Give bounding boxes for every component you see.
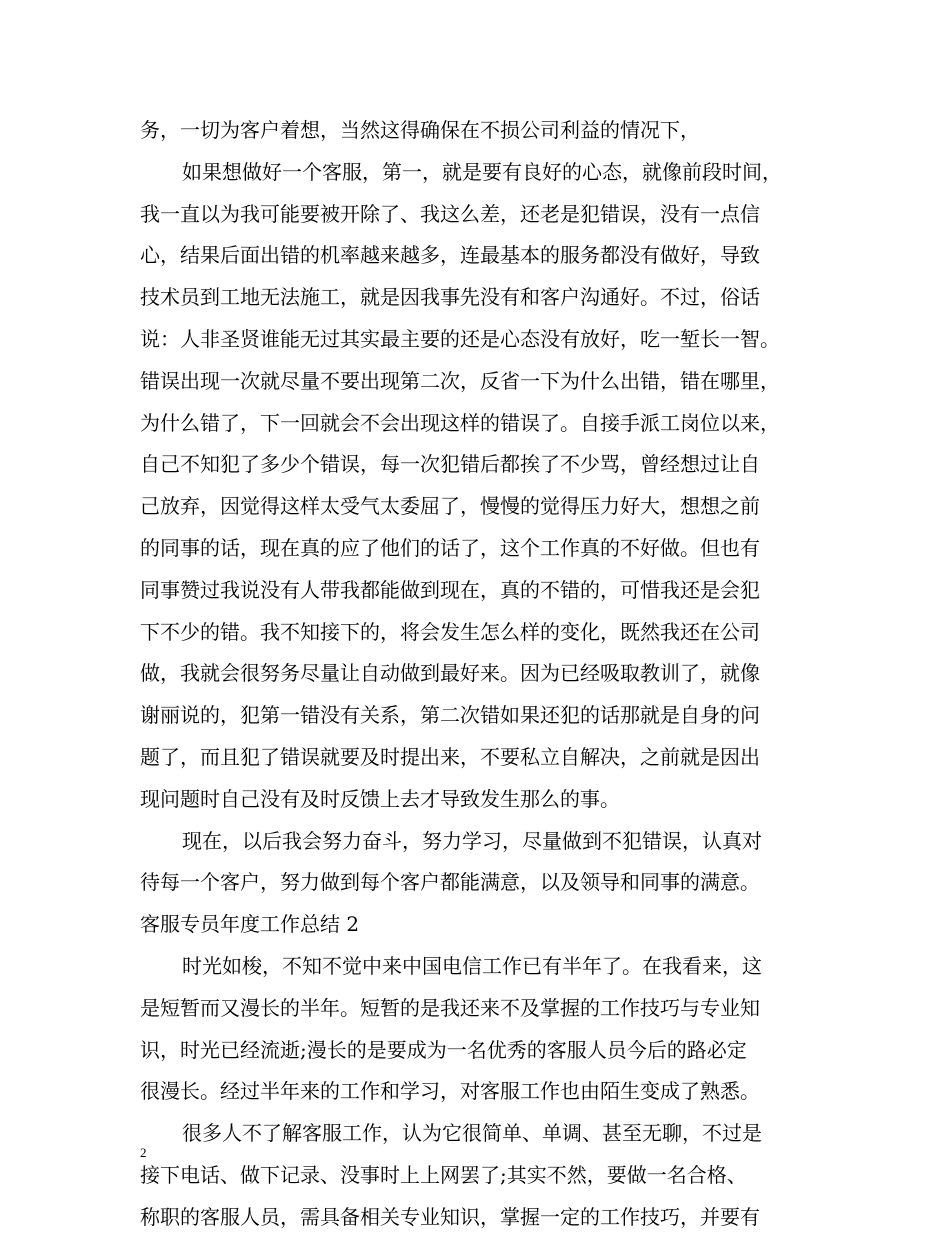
text-line: 待每一个客户，努力做到每个客户都能满意，以及领导和同事的满意。 xyxy=(140,870,760,895)
text-line: 题了，而且犯了错误就要及时提出来，不要私立自解决，之前就是因出 xyxy=(140,744,760,769)
text-line: 我一直以为我可能要被开除了、我这么差，还老是犯错误，没有一点信 xyxy=(140,201,760,226)
text-line: 很多人不了解客服工作，认为它很简单、单调、甚至无聊，不过是 xyxy=(182,1121,762,1146)
text-line: 为什么错了，下一回就会不会出现这样的错误了。自接手派工岗位以来， xyxy=(140,410,780,435)
page-number: 2 xyxy=(140,1145,147,1160)
text-line: 现在，以后我会努力奋斗，努力学习，尽量做到不犯错误，认真对 xyxy=(182,828,762,853)
text-line: 接下电话、做下记录、没事时上上网罢了;其实不然，要做一名合格、 xyxy=(140,1162,747,1187)
text-line: 是短暂而又漫长的半年。短暂的是我还来不及掌握的工作技巧与专业知 xyxy=(140,995,760,1020)
text-line: 务，一切为客户着想，当然这得确保在不损公司利益的情况下， xyxy=(140,118,700,142)
text-line: 做，我就会很努务尽量让自动做到最好来。因为已经吸取教训了，就像 xyxy=(140,661,760,686)
text-line: 技术员到工地无法施工，就是因我事先没有和客户沟通好。不过，俗话 xyxy=(140,285,760,310)
text-line: 自己不知犯了多少个错误，每一次犯错后都挨了不少骂，曾经想过让自 xyxy=(140,452,760,477)
text-line: 称职的客服人员，需具备相关专业知识，掌握一定的工作技巧，并要有 xyxy=(140,1204,760,1229)
text-line: 谢丽说的，犯第一错没有关系，第二次错如果还犯的话那就是自身的问 xyxy=(140,703,760,728)
text-line: 的同事的话，现在真的应了他们的话了，这个工作真的不好做。但也有 xyxy=(140,535,760,560)
text-line: 下不少的错。我不知接下的，将会发生怎么样的变化，既然我还在公司 xyxy=(140,619,760,644)
document-body xyxy=(140,110,830,1239)
text-line: 心，结果后面出错的机率越来越多，连最基本的服务都没有做好，导致 xyxy=(140,243,760,268)
text-line: 如果想做好一个客服，第一，就是要有良好的心态，就像前段时间， xyxy=(182,159,782,184)
text-line: 己放弃，因觉得这样太受气太委屈了，慢慢的觉得压力好大，想想之前 xyxy=(140,494,760,519)
text-line: 错误出现一次就尽量不要出现第二次，反省一下为什么出错，错在哪里， xyxy=(140,368,780,393)
text-line: 识，时光已经流逝;漫长的是要成为一名优秀的客服人员今后的路必定 xyxy=(140,1037,747,1062)
text-line: 同事赞过我说没有人带我都能做到现在，真的不错的，可惜我还是会犯 xyxy=(140,577,760,602)
text-line: 现问题时自己没有及时反馈上去才导致发生那么的事。 xyxy=(140,786,620,811)
text-line: 客服专员年度工作总结 2 xyxy=(140,912,360,937)
text-line: 很漫长。经过半年来的工作和学习，对客服工作也由陌生变成了熟悉。 xyxy=(140,1079,760,1104)
text-line: 说：人非圣贤谁能无过其实最主要的还是心态没有放好，吃一堑长一智。 xyxy=(140,326,780,351)
text-line: 时光如梭，不知不觉中来中国电信工作已有半年了。在我看来，这 xyxy=(182,953,762,978)
